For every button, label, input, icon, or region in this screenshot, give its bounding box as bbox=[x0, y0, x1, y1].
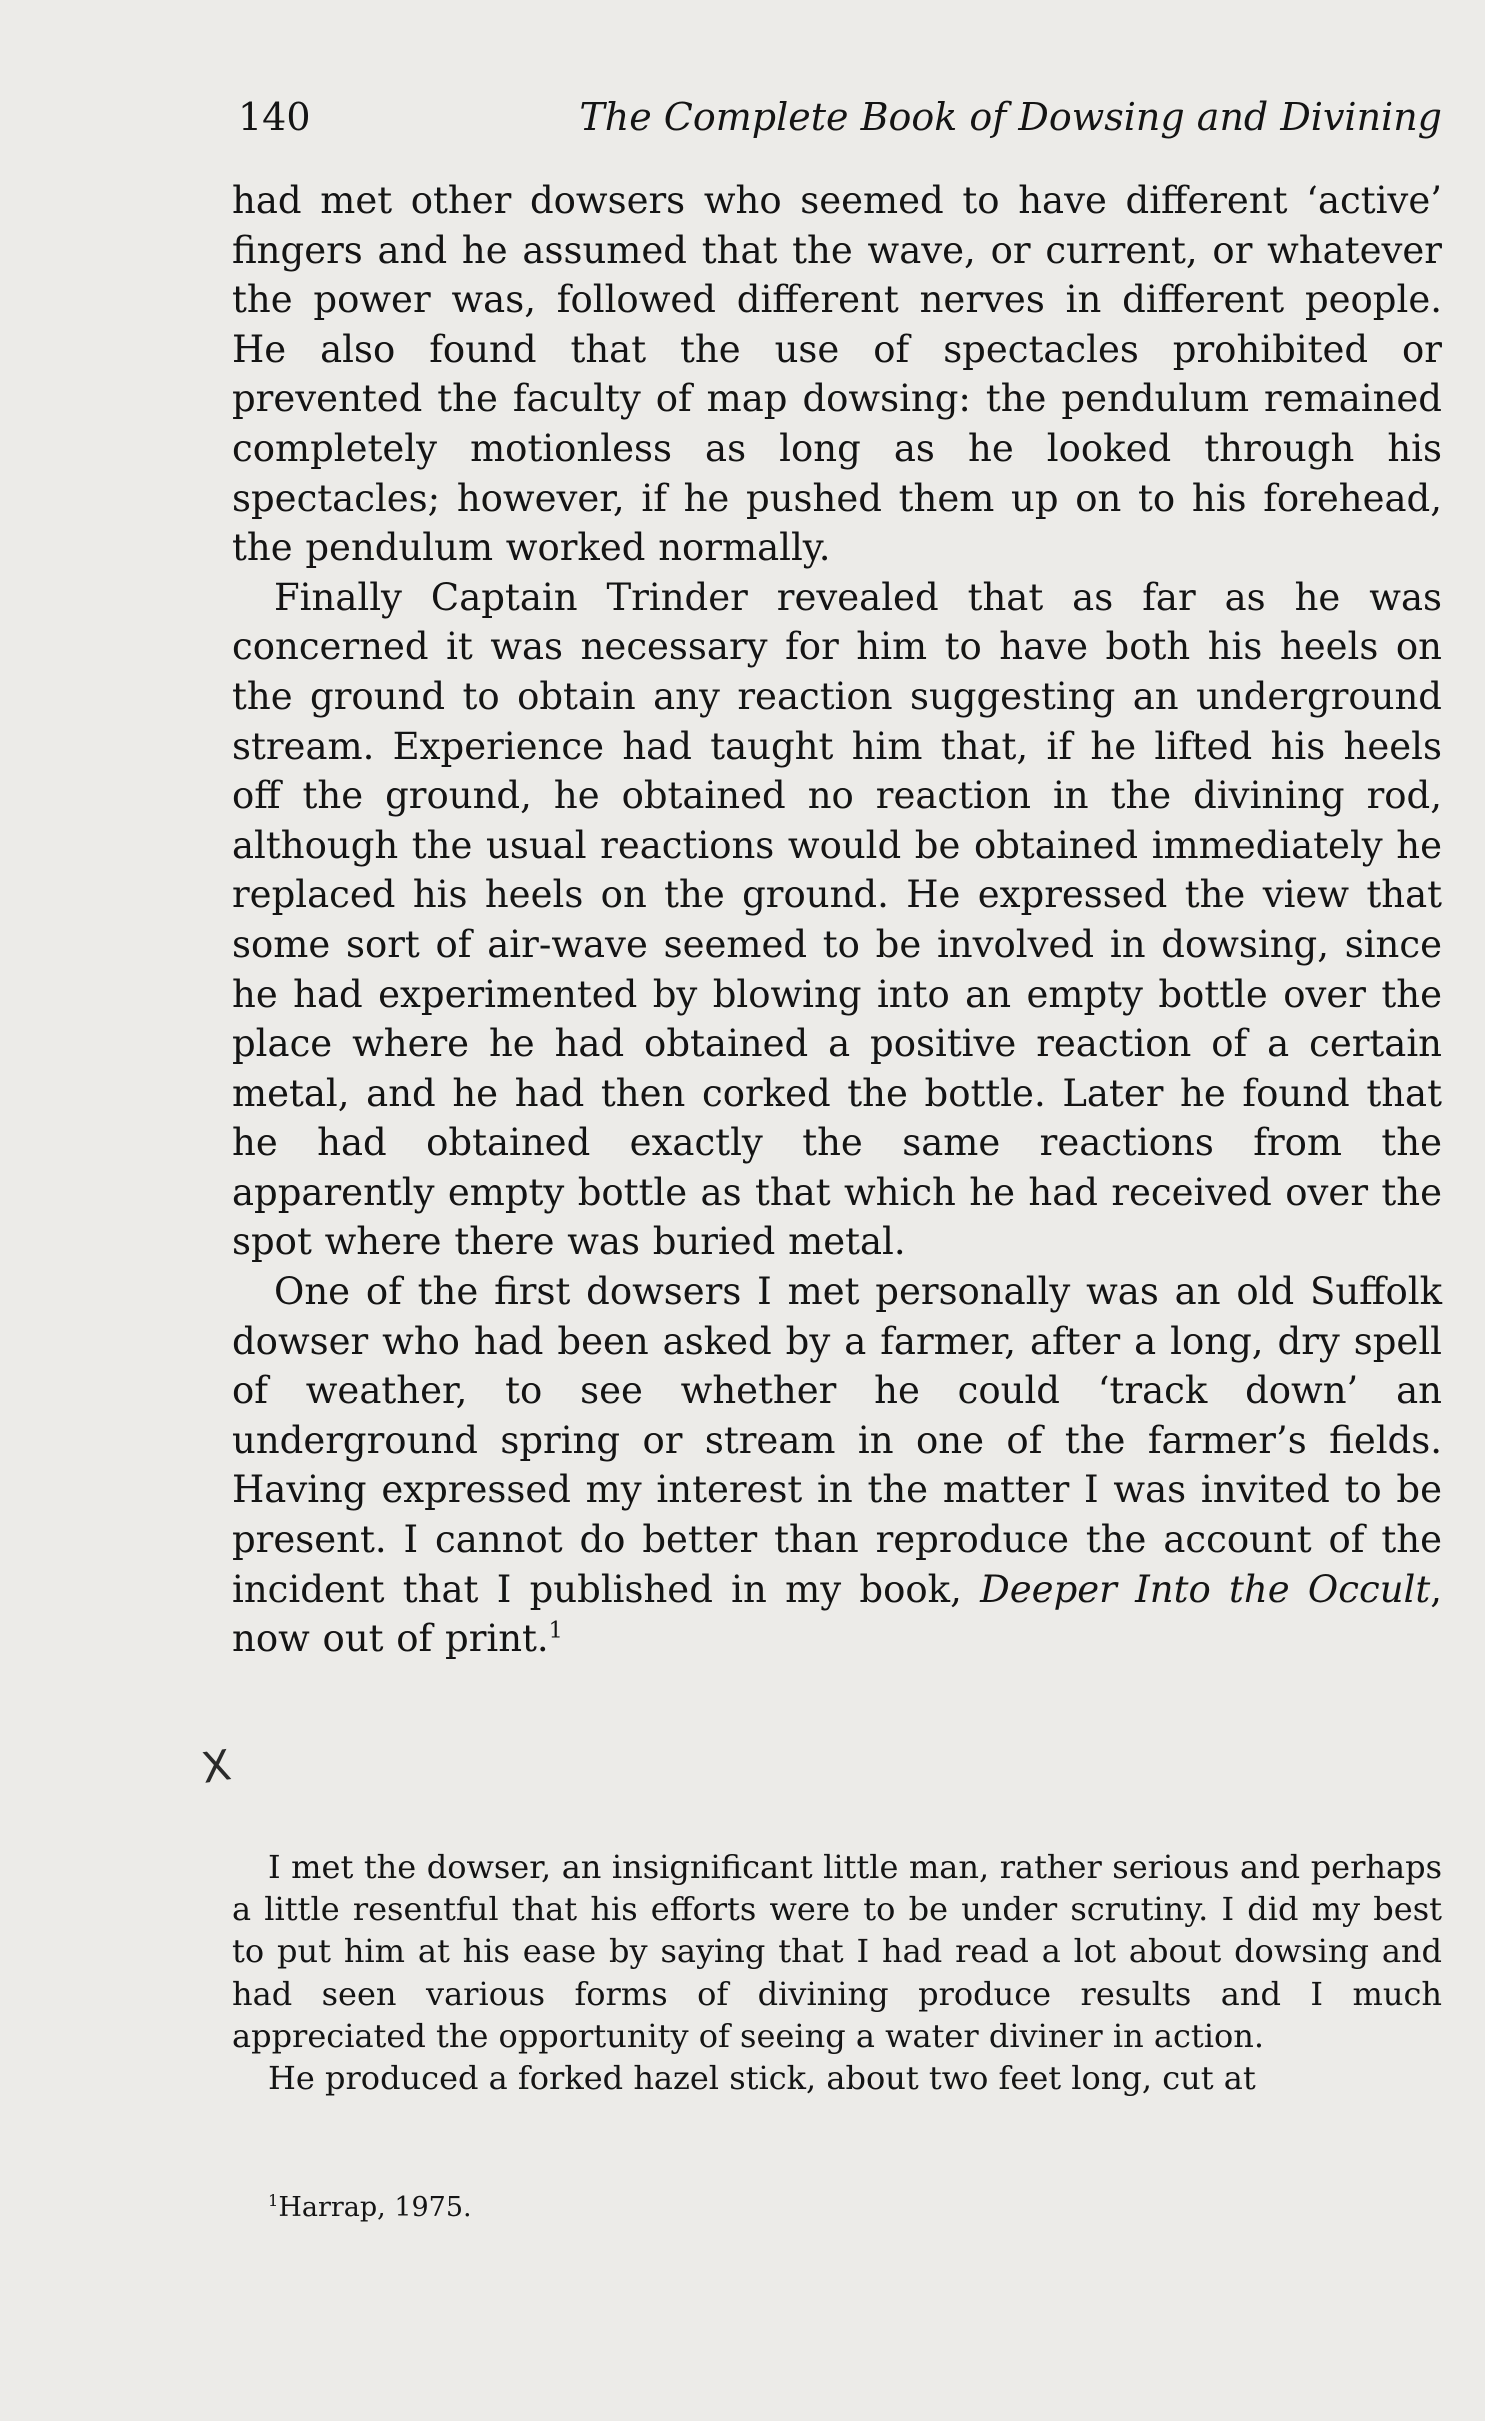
footnote bbox=[268, 2188, 472, 2228]
quote-paragraph-1: I met the dowser, an insignificant little man, rather serious and perhaps a little resentful that his efforts were to be under scrutiny. I did my best to put him at his ease by saying that I had read a lot about dowsing and had seen various forms of divining produce results and I much appreciated the opportunity of seeing a water diviner in action. bbox=[232, 1848, 1442, 2055]
handwritten-margin-mark: X bbox=[198, 1740, 234, 1793]
block-quote bbox=[232, 1846, 1442, 2099]
paragraph-2: Finally Captain Trinder revealed that as far as he was concerned it was necessary for him to have both his heels on the ground to obtain any reaction suggesting an underground stream. Experience had taught him that, if he lifted his heels off the ground, he obtained no reaction in the divining rod, although the usual reactions would be obtained immediately he replaced his heels on the ground. He expressed the view that some sort of air-wave seemed to be involved in dowsing, since he had experimented by blowing into an empty bottle over the place where he had obtained a positive reaction of a certain metal, and he had then corked the bottle. Later he found that he had obtained exactly the same reactions from the apparently empty bottle as that which he had received over the spot where there was buried metal. bbox=[232, 575, 1442, 1264]
paragraph-3-text-end: , now out of print. bbox=[232, 1567, 1442, 1661]
quote-paragraph-2: He produced a forked hazel stick, about two feet long, cut at bbox=[268, 2059, 1256, 2098]
running-title: The Complete Book of Dowsing and Divining bbox=[579, 95, 1442, 139]
footnote-number: 1 bbox=[268, 2191, 279, 2210]
footnote-reference: 1 bbox=[548, 1617, 563, 1644]
paragraph-1: had met other dowsers who seemed to have different ‘active’ fingers and he assumed that the wave, or current, or whatever the power was, followed different nerves in different people. He also found that the use of spectacles prohibited or prevented the faculty of map dowsing: the pendulum remained completely motionless as long as he looked through his spectacles; however, if he pushed them up on to his forehead, the pendulum worked normally. bbox=[232, 179, 1442, 570]
paragraph-3-text: One of the first dowsers I met personally was an old Suffolk dowser who had been asked by a farmer, after a long, dry spell of weather, to see whether he could ‘track down’ an underground spring or stream in one of the farmer’s fields. Having expressed my interest in the matter I was invited to be present. I cannot do better than reproduce the account of the incident that I published in my book, bbox=[232, 1270, 1442, 1611]
footnote-text: Harrap, 1975. bbox=[278, 2192, 472, 2223]
book-title: Deeper Into the Occult bbox=[980, 1567, 1431, 1611]
page-header bbox=[232, 92, 1442, 142]
paragraph-3 bbox=[232, 1267, 1442, 1664]
body-text bbox=[232, 176, 1442, 1664]
page-number: 140 bbox=[238, 95, 311, 139]
